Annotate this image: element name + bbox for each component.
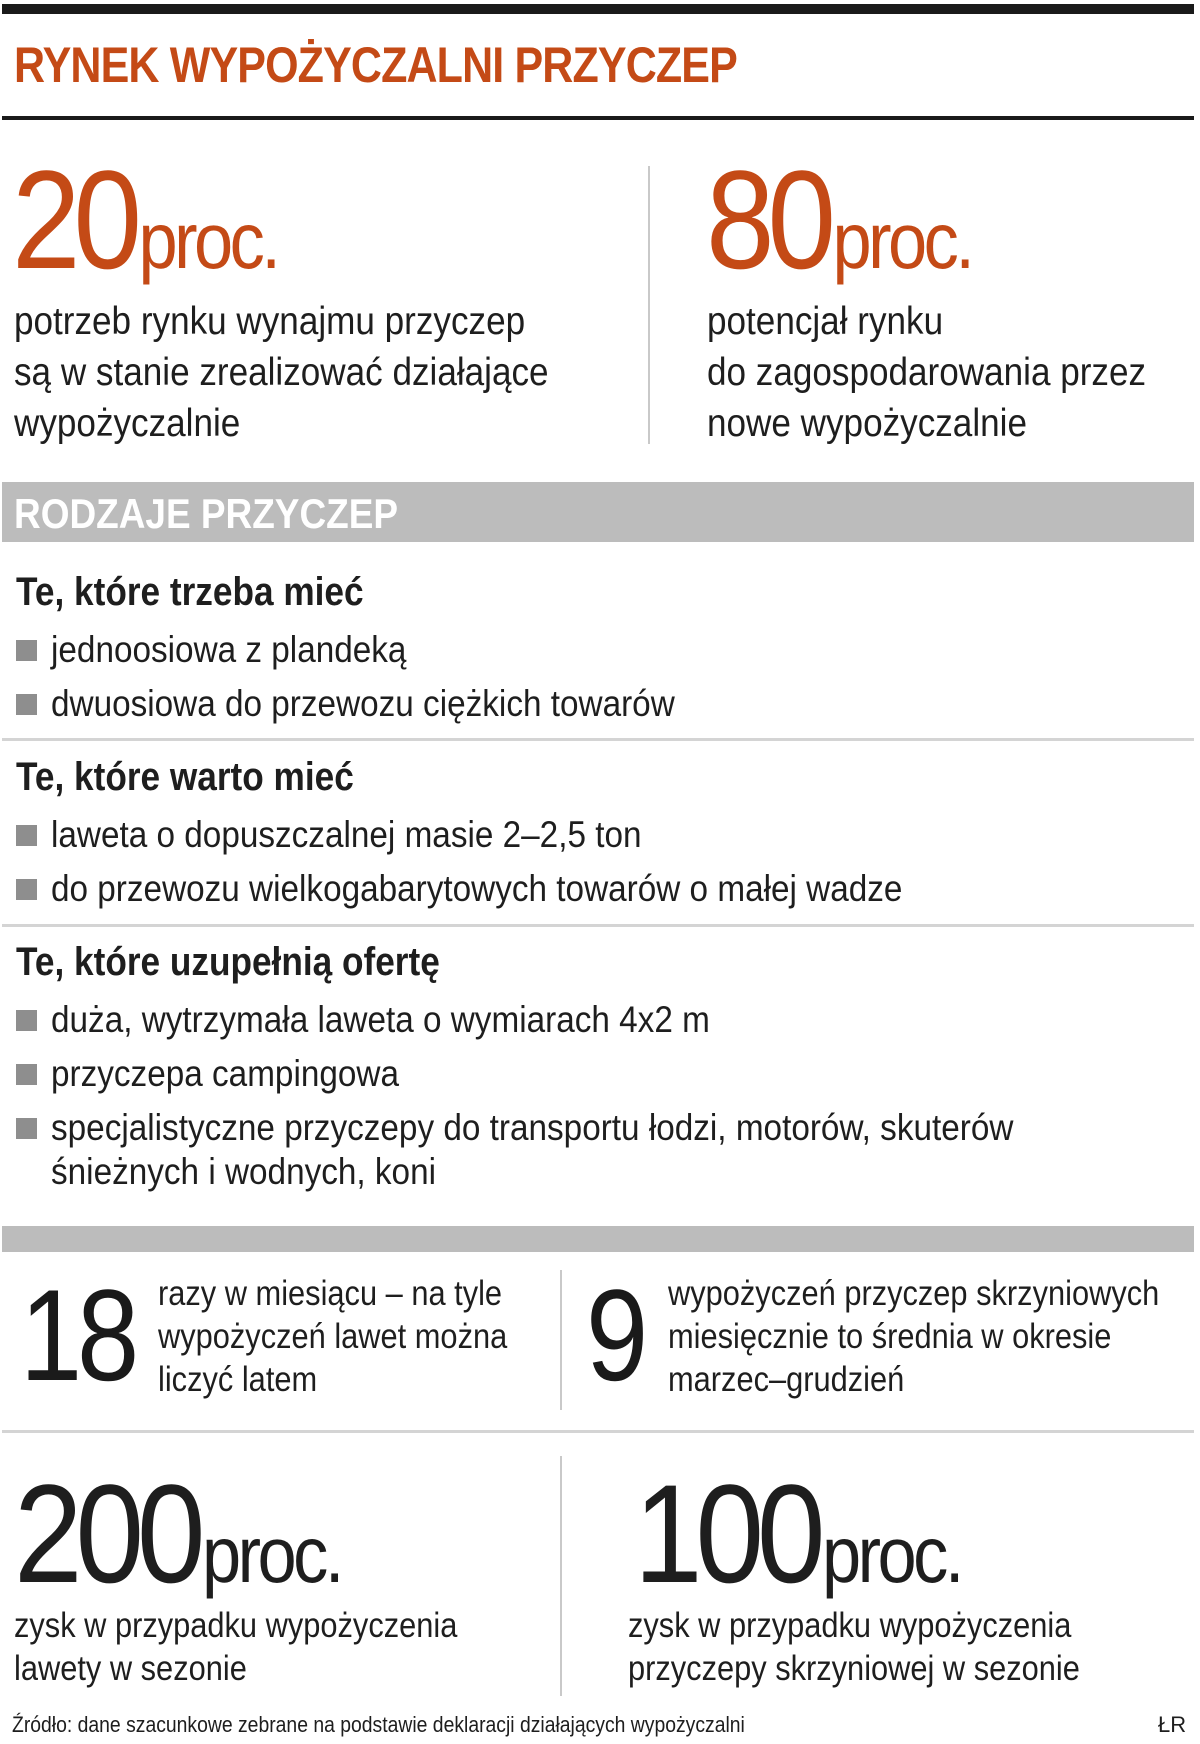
source-note: Źródło: dane szacunkowe zebrane na podstawie deklaracji działających wypożyczalni	[12, 1712, 745, 1737]
column-divider	[560, 1456, 562, 1696]
stat-80-line: potencjał rynku	[707, 300, 944, 343]
list-item	[16, 628, 1176, 672]
stat-9-number: 9	[586, 1262, 644, 1408]
list-item	[16, 998, 1176, 1042]
stat-18-description	[158, 1272, 507, 1401]
list-item	[16, 1106, 1176, 1194]
list-item-line: specjalistyczne przyczepy do transportu łodzi, motorów, skuterów	[51, 1107, 1014, 1148]
list-item-text	[51, 1106, 1013, 1194]
stat-9-line: wypożyczeń przyczep skrzyniowych	[668, 1274, 1160, 1313]
stat-20-value	[12, 141, 278, 298]
group-divider	[2, 924, 1194, 927]
stat-80-description	[707, 296, 1146, 449]
stat-100-line: przyczepy skrzyniowej w sezonie	[628, 1649, 1080, 1688]
stat-200-number: 200	[14, 1455, 199, 1612]
stat-20-line: wypożyczalnie	[14, 402, 241, 445]
list-item-text: laweta o dopuszczalnej masie 2–2,5 ton	[51, 814, 642, 855]
list-item	[16, 813, 1176, 857]
stat-100-unit: proc.	[821, 1510, 961, 1599]
list-item-text: dwuosiowa do przewozu ciężkich towarów	[51, 683, 675, 724]
group-divider	[2, 738, 1194, 741]
stat-100-description	[628, 1604, 1080, 1690]
stat-18-line: razy w miesiącu – na tyle	[158, 1274, 503, 1313]
bullet-square-icon	[16, 879, 37, 900]
group-heading: Te, które trzeba mieć	[16, 570, 364, 614]
title-rule	[2, 116, 1194, 120]
stat-20-unit: proc.	[138, 196, 278, 285]
list-item	[16, 682, 1176, 726]
bullet-square-icon	[16, 825, 37, 846]
stat-9-line: miesięcznie to średnia w okresie	[668, 1317, 1112, 1356]
stat-20-line: są w stanie zrealizować działające	[14, 351, 549, 394]
list-item-text: przyczepa campingowa	[51, 1053, 399, 1094]
group-heading: Te, które warto mieć	[16, 755, 354, 799]
divider-bar	[2, 1226, 1194, 1252]
stat-18-line: liczyć latem	[158, 1360, 318, 1399]
author-initials: ŁR	[1158, 1712, 1187, 1737]
bullet-square-icon	[16, 694, 37, 715]
list-item	[16, 867, 1176, 911]
column-divider	[560, 1270, 562, 1410]
section-divider	[2, 1430, 1194, 1433]
section-label: RODZAJE PRZYCZEP	[14, 490, 399, 537]
stat-18-number: 18	[20, 1262, 135, 1408]
list-item-line: śnieżnych i wodnych, koni	[51, 1151, 437, 1192]
column-divider	[648, 166, 650, 444]
stat-9-line: marzec–grudzień	[668, 1360, 905, 1399]
list-item-text: duża, wytrzymała laweta o wymiarach 4x2 m	[51, 999, 710, 1040]
stat-80-line: do zagospodarowania przez	[707, 351, 1147, 394]
bullet-square-icon	[16, 1064, 37, 1085]
stat-80-number: 80	[706, 141, 829, 298]
stat-20-line: potrzeb rynku wynajmu przyczep	[14, 300, 526, 343]
group-heading: Te, które uzupełnią ofertę	[16, 940, 440, 984]
stat-80-unit: proc.	[832, 196, 972, 285]
stat-200-description	[14, 1604, 457, 1690]
stat-100-number: 100	[634, 1455, 819, 1612]
page-title: RYNEK WYPOŻYCZALNI PRZYCZEP	[14, 37, 737, 93]
list-item-text: jednoosiowa z plandeką	[51, 629, 407, 670]
list-item	[16, 1052, 1176, 1096]
stat-200-line: zysk w przypadku wypożyczenia	[14, 1606, 458, 1645]
stat-20-number: 20	[12, 141, 135, 298]
bullet-square-icon	[16, 1010, 37, 1031]
bullet-square-icon	[16, 640, 37, 661]
stat-100-value	[634, 1455, 961, 1612]
top-rule	[2, 4, 1194, 14]
stat-200-line: lawety w sezonie	[14, 1649, 247, 1688]
stat-20-description	[14, 296, 549, 449]
stat-18-line: wypożyczeń lawet można	[158, 1317, 508, 1356]
bullet-square-icon	[16, 1118, 37, 1139]
stat-80-value	[706, 141, 972, 298]
stat-200-value	[14, 1455, 341, 1612]
stat-9-description	[668, 1272, 1159, 1401]
list-item-text: do przewozu wielkogabarytowych towarów o małej wadze	[51, 868, 903, 909]
stat-200-unit: proc.	[201, 1510, 341, 1599]
stat-80-line: nowe wypożyczalnie	[707, 402, 1027, 445]
stat-100-line: zysk w przypadku wypożyczenia	[628, 1606, 1072, 1645]
